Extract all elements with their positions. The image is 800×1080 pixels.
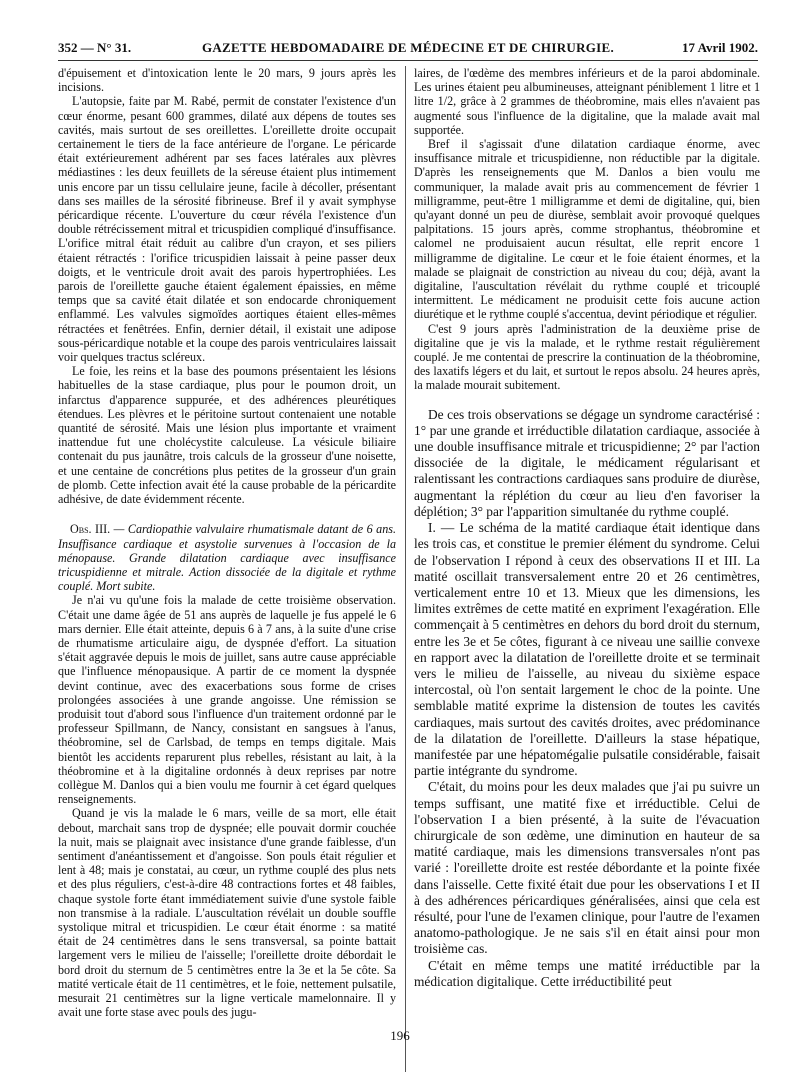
paragraph: C'était, du moins pour les deux malades que j'ai pu suivre un temps suffisant, une matité fixe et irréductible. Celui de l'observation I a bien présenté, à la suite de l'évacuation chirurgicale de son œdème, une diminution en hauteur de sa matité cardiaque, mais les dimensions transversales n'ont pas varié : l'oreillette droite est restée débordante et la pointe fixée dans l'aisselle. Cette fixité était due pour les observations I et II à des adhérences péricardiques généralisées, ainsi que cela est résulté, pour l'une de l'examen clinique, pour l'autre de l'examen anatomo-pathologique. Je ne sais s'il en était ainsi pour mon troisième cas. — [414, 779, 760, 957]
observation-heading — [58, 522, 396, 593]
header-rule — [58, 60, 758, 61]
right-column — [414, 66, 760, 990]
paragraph: I. — Le schéma de la matité cardiaque était identique dans les trois cas, et constitue le premier élément du syndrome. Celui de l'observation I répond à ceux des observations II et III. La matité oscillait transversalement entre 20 et 26 centimètres, verticalement entre 10 et 13. Mieux que les dimensions, les limites extrêmes de cette matité en expriment l'exagération. Elle commençait à 5 centimètres en dehors du bord droit du sternum, entre les 3e et 5e côtes, figurant à ce niveau une saillie convexe en rapport avec la dilatation de l'oreillette droite et se terminait vers le milieu de l'aisselle, au niveau du sixième espace intercostal, où l'on sentait largement le choc de la pointe. Une semblable matité exprime la distension de toutes les cavités cardiaques, mais surtout des cavités droites, avec prédominance de la dilatation de l'oreillette. D'ailleurs la stase hépatique, manifestée par une hépatomégalie pulsatile considérable, faisait partie intégrante du syndrome. — [414, 520, 760, 779]
running-header — [58, 40, 758, 60]
journal-title: GAZETTE HEBDOMADAIRE DE MÉDECINE ET DE CHIRURGIE. — [201, 40, 615, 55]
paragraph: Le foie, les reins et la base des poumons présentaient les lésions habituelles de la stase cardiaque, plus pour le poumon droit, un infarctus d'apparence suppurée, et des adhérences pleurétiques étendues. Les plèvres et le péritoine surtout contenaient une notable quantité de sérosité. Mais une lésion plus importante et vraiment inattendue fut une cholécystite calculeuse. La vésicule biliaire contenait du pus jaunâtre, trois calculs de la grosseur d'une noisette, et une centaine de concrétions plus petites de la grosseur d'un grain de plomb. Cette infection avait été la cause probable de la péricardite adhésive, de date évidemment récente. — [58, 364, 396, 507]
observation-summary: — Cardiopathie valvulaire rhumatismale datant de 6 ans. Insuffisance cardiaque et asystolie survenues à l'occasion de la ménopause. Grande dilatation cardiaque avec insuffisance tricuspidienne et mitrale. Action dissociée de la digitale et rythme couplé. Mort subite. — [58, 522, 396, 594]
paragraph: C'est 9 jours après l'administration de la deuxième prise de digitaline que je vis la malade, et le rythme restait régulièrement couplé. Je me contentai de prescrire la continuation de la théobromine, des laxatifs légers et du lait, et surtout le repos absolu. 24 heures après, la malade mourait subitement. — [414, 321, 760, 393]
paragraph: d'épuisement et d'intoxication lente le 20 mars, 9 jours après les incisions. — [58, 66, 396, 95]
column-divider — [405, 66, 406, 1072]
left-column — [58, 66, 396, 1019]
issue-date: 17 Avril 1902. — [682, 40, 758, 55]
issue-number: 352 — N° 31. — [58, 40, 132, 55]
paragraph: C'était en même temps une matité irréductible par la médication digitalique. Cette irréductibilité peut — [414, 957, 760, 989]
paragraph: laires, de l'œdème des membres inférieurs et de la paroi abdominale. Les urines étaient peu albumineuses, atteignant péniblement 1 litre et 1 litre 1/2, grâce à 2 grammes de théobromine, mais elles n'avaient pas augmenté sous l'influence de la digitaline, que la malade avait mal supportée. — [414, 66, 760, 137]
paragraph: De ces trois observations se dégage un syndrome caractérisé : 1° par une grande et irréductible dilatation cardiaque, associée à une double insuffisance mitrale et tricuspidienne; 2° par l'action dissociée de la digitale, le médicament régularisant et ralentissant les contractions cardiaques sans produire de diurèse, augmentant la réplétion du cœur au lieu d'en favoriser la déplétion; 3° par l'apparition simultanée du rythme couplé. — [414, 406, 760, 519]
paragraph: Bref il s'agissait d'une dilatation cardiaque énorme, avec insuffisance mitrale et tricuspidienne, non réductible par la digitale. D'après les renseignements que M. Danlos a bien voulu me communiquer, la malade avait pris au commencement de février 1 milligramme, peut-être 1 milligramme et demi de digitaline, qui, bien qu'ayant donné un peu de diurèse, semblait avoir provoqué quelques palpitations. 15 jours après, comme strophantus, théobromine et calomel ne produisaient aucun résultat, elle reprit encore 1 milligramme de digitaline. Le cœur et le foie étaient énormes, et la malade se plaignait de constriction au niveau du cou; déjà, avant la digitaline, l'auscultation révélait du rythme couplé et tricouplé intermittent. Le médicament ne produisit cette fois aucune action diurétique et le rythme couplé s'accentua, devint périodique et régulier. — [414, 137, 760, 322]
paragraph: Je n'ai vu qu'une fois la malade de cette troisième observation. C'était une dame âgée de 51 ans auprès de laquelle je fus appelé le 6 mars dernier. Elle était atteinte, depuis 6 à 7 ans, à la suite d'une crise de rhumatisme articulaire aigu, de dyspnée d'effort. La situation s'était aggravée depuis le mois de juillet, sans autre cause appréciable que l'influence ménopausique. A partir de ce moment la dyspnée devint continue, avec des exacerbations sous forme de crises prolongées associées à une grande angoisse. Une rémission se produisit tout d'abord sous l'influence d'un traitement ordonné par le professeur Spillmann, de Nancy, consistant en sangsues à l'anus, théobromine, sel de Carlsbad, de temps en temps digitale. Mais bientôt les accidents reparurent plus rebelles, résistant au lait, à la théobromine et à la digitaline ordonnés à deux reprises par notre collègue M. Danlos qui a bien voulu me fournir à cet égard quelques renseignements. — [58, 593, 396, 807]
paragraph: L'autopsie, faite par M. Rabé, permit de constater l'existence d'un cœur énorme, pesant 600 grammes, dilaté aux dépens de toutes ses cavités, mais surtout de ses oreillettes. L'oreillette droite occupait certainement le tiers de la face antérieure de l'organe. Le péricarde était extérieurement adhérent par ses faces latérales aux plèvres médiastines : les deux feuillets de la séreuse étaient plus intimement unis encore par un tissu cellulaire jeune, facile à décoller, présentant dans ses mailles de la sérosité fibrineuse. Bref il y avait symphyse péricardique récente. L'ouverture du cœur révéla l'existence d'un double rétrécissement mitral et tricuspidien compliqué d'insuffisance. L'orifice mitral était réduit au calibre d'un crayon, et ses piliers étaient rétractés : l'orifice tricuspidien laissait à peine passer deux doigts, et le ventricule droit avait des parois hypertrophiées. Les parois de l'oreillette gauche étaient également épaissies, en même temps que sa cavité était dilatée et son endocarde chroniquement enflammé. Les valvules sigmoïdes aortiques étaient elles-mêmes rétractées et fenêtrées. Enfin, dernier détail, il existait une adipose sous-péricardique notable et la coupe des parois ventriculaires laissait voir quelques tractus scléreux. — [58, 94, 396, 365]
observation-label: Obs. III. — [70, 522, 111, 537]
paragraph: Quand je vis la malade le 6 mars, veille de sa mort, elle était debout, marchait sans trop de dyspnée; elle pouvait dormir couchée la nuit, mais se plaignait avec insistance d'une grande faiblesse, d'un sentiment d'anéantissement et d'angoisse. Son pouls était régulier et lent à 48; mais je constatai, au cœur, un rythme couplé des plus nets et des plus réguliers, c'est-à-dire 48 contractions fortes et 48 faibles, chaque systole forte étant immédiatement suivie d'une systole faible non transmise à la radiale. L'auscultation révélait un double souffle systolique mitral et tricuspidien. Le cœur était énorme : sa matité était de 24 centimètres dans le sens transversal, sa pointe battait largement vers le milieu de l'aisselle; l'oreillette droite débordait le bord droit du sternum de 5 centimètres entre la 3e et la 5e côte. Sa matité verticale était de 11 centimètres, et le foie, nettement pulsatile, mesurait 21 centimètres sur la ligne verticale mamelonnaire. Il y avait une forte stase avec pouls des jugu- — [58, 806, 396, 1020]
page-folio: 196 — [390, 1028, 410, 1043]
